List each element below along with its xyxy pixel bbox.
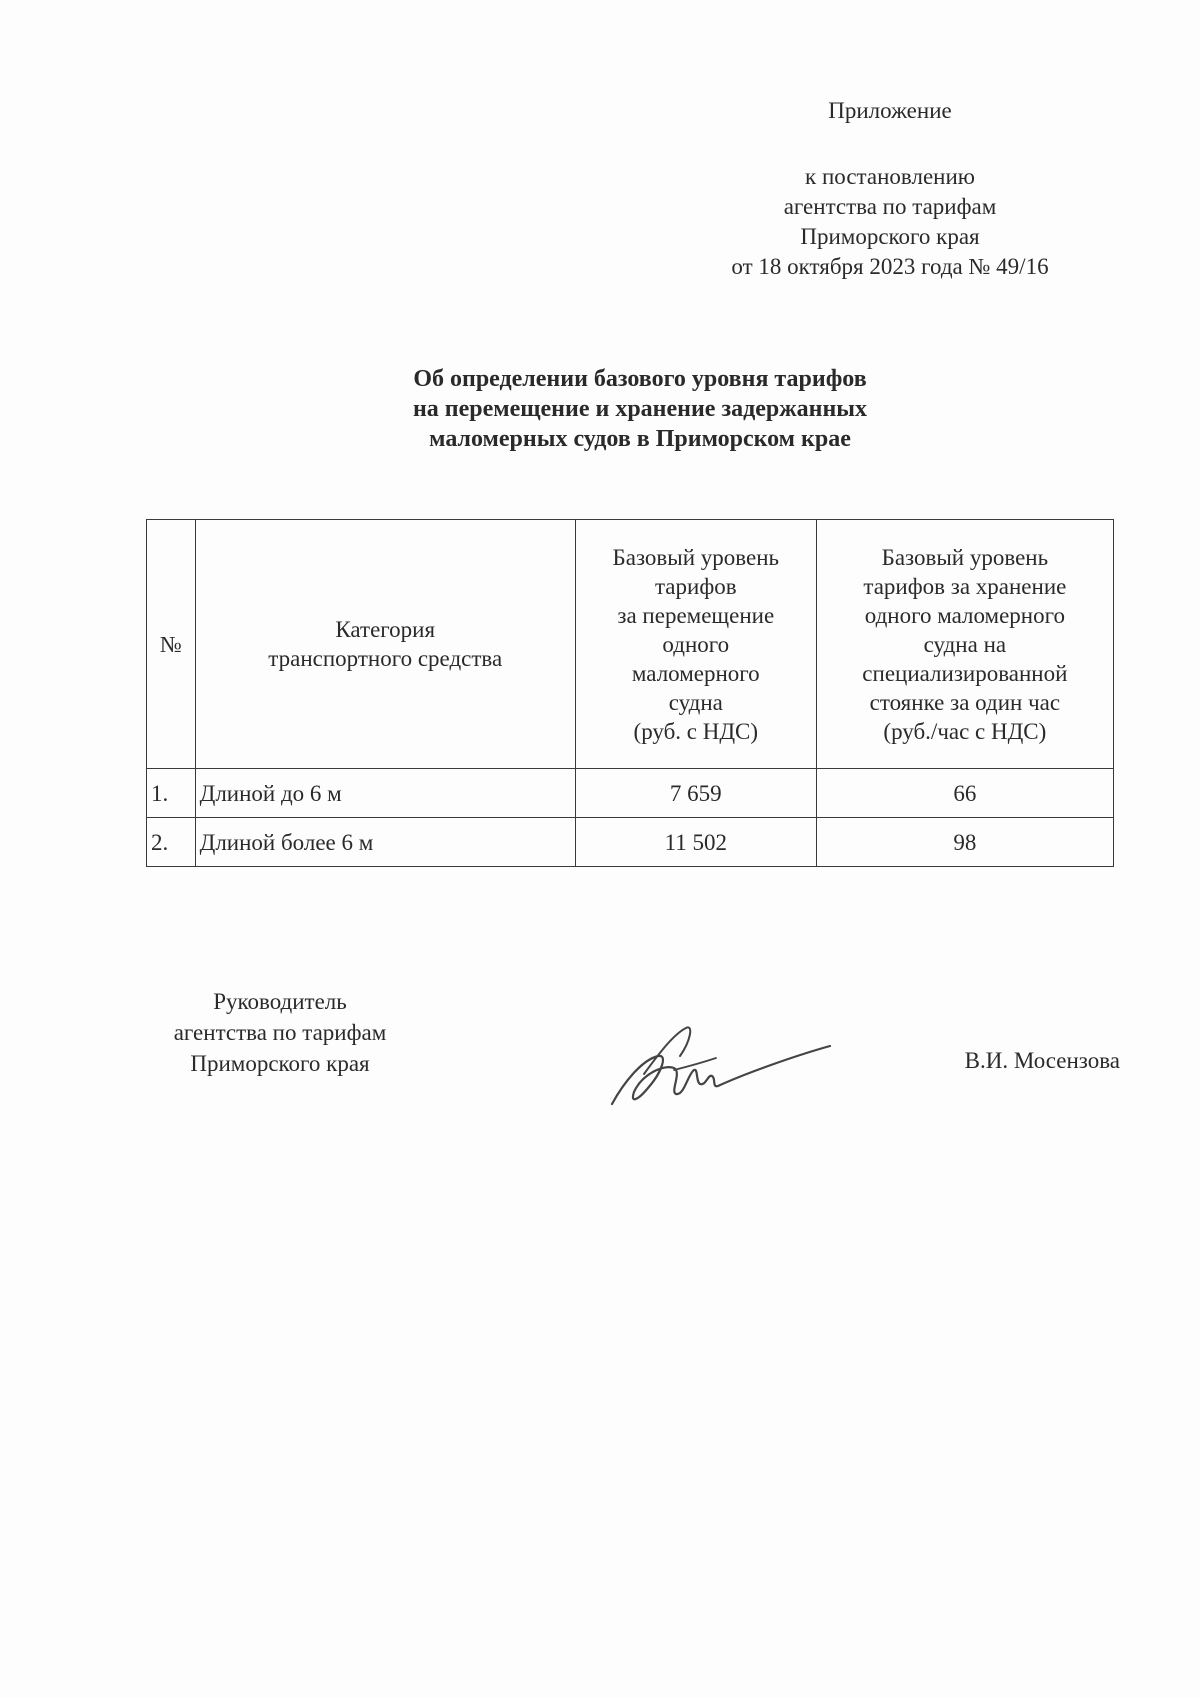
header-category-line: Категория — [335, 617, 436, 642]
document-title-line: Об определении базового уровня тарифов — [413, 366, 867, 392]
row-storage-tariff: 98 — [816, 818, 1113, 867]
document-title-line: на перемещение и хранение задержанных — [412, 396, 868, 422]
header-storage-line: тарифов за хранение — [863, 573, 1067, 599]
header-move-line: судна — [668, 689, 723, 715]
header-storage-line: Базовый уровень — [881, 544, 1049, 570]
header-number: № — [147, 520, 196, 769]
signatory-role-line: Руководитель — [213, 989, 347, 1014]
row-number: 2. — [147, 818, 196, 867]
header-storage-line: специализированной — [862, 660, 1068, 686]
header-move-line: тарифов — [654, 573, 737, 599]
appendix-line: Приморского края — [800, 224, 980, 249]
header-category — [195, 520, 575, 769]
appendix-title: Приложение — [828, 98, 952, 123]
appendix-line: к постановлению — [805, 164, 975, 189]
header-category-line: транспортного средства — [268, 646, 503, 671]
row-move-tariff: 11 502 — [575, 818, 816, 867]
header-storage-line: одного маломерного — [864, 602, 1065, 628]
signatory-name: В.И. Мосензова — [964, 1048, 1120, 1073]
header-storage-line: (руб./час с НДС) — [883, 718, 1047, 744]
handwritten-signature — [604, 1012, 834, 1112]
document-title — [260, 364, 1020, 454]
header-move-tariff — [575, 520, 816, 769]
header-move-line: одного — [662, 631, 730, 657]
header-storage-line: стоянке за один час — [869, 689, 1061, 715]
signatory-role-line: агентства по тарифам — [173, 1020, 387, 1045]
table-row — [147, 769, 1114, 818]
signatory-role — [140, 986, 420, 1079]
header-move-line: Базовый уровень — [612, 544, 780, 570]
row-number: 1. — [147, 769, 196, 818]
header-move-line: маломерного — [631, 660, 760, 686]
row-storage-tariff: 66 — [816, 769, 1113, 818]
header-storage-line: судна на — [923, 631, 1007, 657]
table-row — [147, 818, 1114, 867]
row-category: Длиной более 6 м — [195, 818, 575, 867]
row-category: Длиной до 6 м — [195, 769, 575, 818]
document-title-line: маломерных судов в Приморском крае — [429, 426, 851, 452]
appendix-line: агентства по тарифам — [783, 194, 997, 219]
appendix-reference — [650, 162, 1130, 282]
row-move-tariff: 7 659 — [575, 769, 816, 818]
appendix-line: от 18 октября 2023 года № 49/16 — [731, 254, 1049, 279]
header-storage-tariff — [816, 520, 1113, 769]
header-move-line: (руб. с НДС) — [633, 718, 759, 744]
table-header-row — [147, 520, 1114, 769]
signatory-role-line: Приморского края — [190, 1051, 370, 1076]
tariff-table — [146, 519, 1114, 867]
header-move-line: за перемещение — [617, 602, 775, 628]
